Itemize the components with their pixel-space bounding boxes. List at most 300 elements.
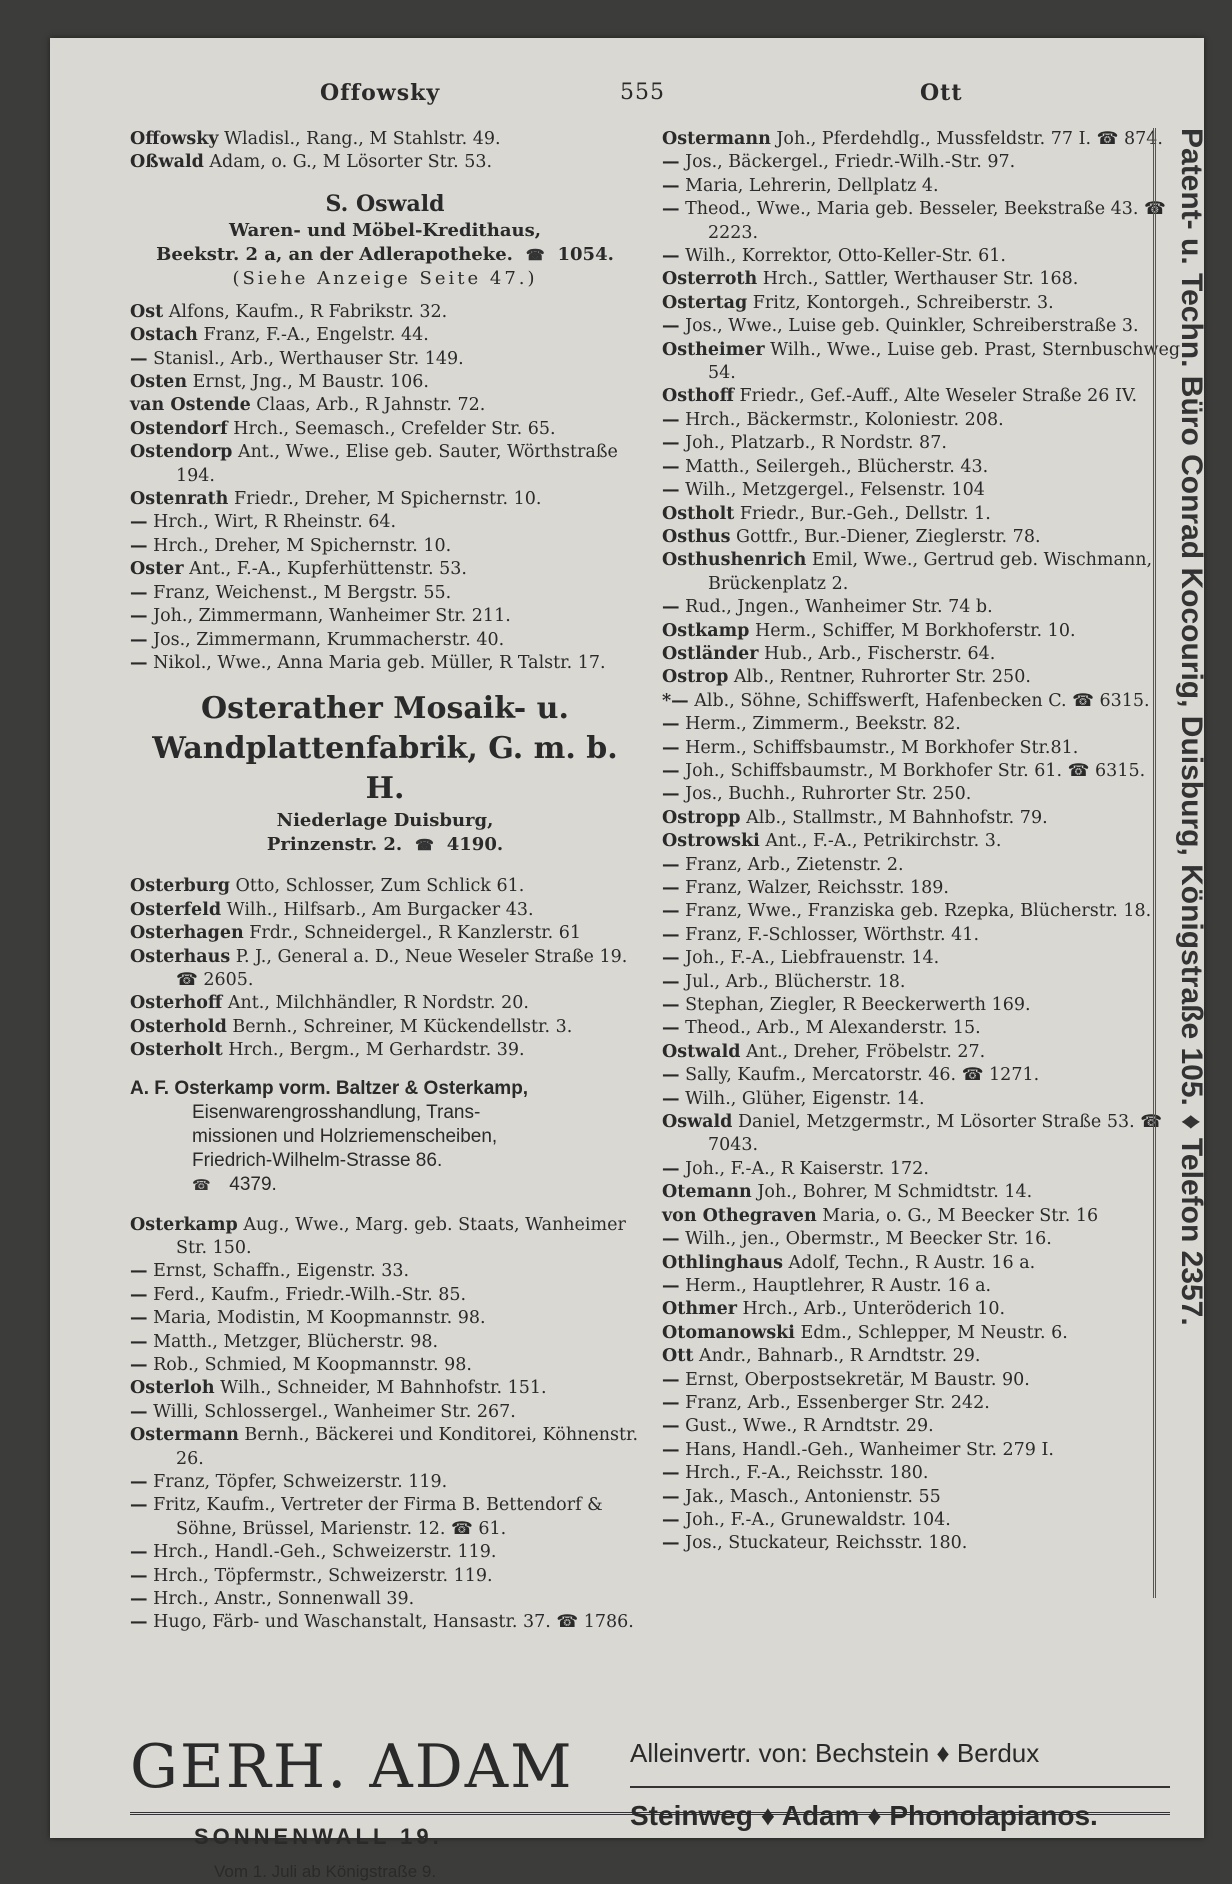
directory-entry (662, 1462, 1192, 1485)
entry-details: Claas, Arb., R Jahnstr. 72. (250, 395, 486, 416)
entry-name: — (662, 854, 680, 875)
directory-entry (130, 1284, 640, 1307)
header-right: Ott (920, 80, 963, 106)
advert-line: missionen und Holzriemenscheiben, (192, 1125, 498, 1147)
entry-name: — (662, 971, 680, 992)
entry-details: Hub., Arb., Fischerstr. 64. (758, 643, 996, 664)
entry-details: Maria, Modistin, M Koopmannstr. 98. (147, 1308, 486, 1329)
directory-entry (662, 1017, 1192, 1040)
entry-details: Jos., Buchh., Ruhrorter Str. 250. (679, 784, 972, 805)
advert-address (130, 243, 640, 267)
directory-entry (130, 1354, 640, 1377)
entry-details: Maria, o. G., M Beecker Str. 16 (816, 1205, 1099, 1226)
directory-entry (130, 301, 640, 324)
entry-name: — (662, 924, 680, 945)
footer-divider (630, 1786, 1170, 1788)
directory-entry (662, 1322, 1192, 1345)
side-advert-strip (1153, 128, 1208, 1598)
footer-note: Vom 1. Juli ab Königstraße 9. (214, 1862, 437, 1881)
entry-name: — (662, 1158, 680, 1179)
entry-name: Ostheimer (662, 339, 765, 360)
entry-list (130, 128, 640, 175)
entry-details: Sally, Kaufm., Mercatorstr. 46. ☎ 1271. (679, 1065, 1040, 1086)
entry-name: — (662, 597, 680, 618)
entry-name: — (130, 1355, 148, 1375)
directory-entry (662, 854, 1192, 877)
directory-entry (130, 511, 640, 534)
entry-details: Ant., F.-A., Petrikirchstr. 3. (759, 831, 1002, 852)
directory-entry (662, 1088, 1192, 1111)
entry-details: Franz, Weichenst., M Bergstr. 55. (147, 582, 452, 603)
entry-name: — (130, 1401, 148, 1422)
entry-name: — (662, 1065, 680, 1086)
entry-details: Bernh., Bäckerei und Konditorei, Köhnenstr. 26. (176, 1425, 639, 1469)
entry-name: Osterburg (130, 876, 230, 897)
entry-name: Ostropp (662, 807, 741, 828)
entry-details: Hrch., Handl.-Geh., Schweizerstr. 119. (147, 1542, 497, 1563)
entry-details: Adam, o. G., M Lösorter Str. 53. (203, 152, 493, 173)
entry-details: Herm., Zimmerm., Beekstr. 82. (679, 714, 961, 735)
directory-entry (130, 922, 640, 945)
oswald-advert (130, 189, 640, 291)
directory-entry (130, 1611, 640, 1634)
entry-name: — (130, 1589, 148, 1610)
directory-entry (662, 830, 1192, 853)
entry-details: Aug., Wwe., Marg. geb. Staats, Wanheimer Str. 150. (176, 1214, 626, 1258)
entry-name: Osthoff (662, 386, 734, 407)
entry-name: Ostenrath (130, 489, 229, 510)
entry-list (662, 128, 1192, 1556)
entry-details: Ernst, Schaffn., Eigenstr. 33. (147, 1261, 410, 1282)
entry-details: Nikol., Wwe., Anna Maria geb. Müller, R Talstr. 17. (147, 652, 606, 673)
entry-name: Ostach (130, 325, 198, 346)
directory-entry (130, 1260, 640, 1283)
entry-name: Ostwald (662, 1041, 741, 1062)
page-number: 555 (620, 80, 665, 105)
entry-details: Wilh., jen., Obermstr., M Beecker Str. 16. (679, 1229, 1052, 1250)
entry-details: Joh., F.-A., R Kaiserstr. 172. (679, 1158, 929, 1179)
osterather-advert (130, 689, 640, 857)
entry-details: Matth., Metzger, Blücherstr. 98. (147, 1331, 439, 1352)
entry-details: Rud., Jngen., Wanheimer Str. 74 b. (679, 597, 993, 618)
entry-name: Osten (130, 372, 188, 393)
entry-details: Franz, F.-Schlosser, Wörthstr. 41. (679, 924, 980, 945)
entry-name: — (662, 316, 680, 337)
entry-details: Hans, Handl.-Geh., Wanheimer Str. 279 I. (679, 1439, 1054, 1460)
directory-entry (662, 760, 1192, 783)
directory-page (50, 38, 1208, 1881)
advert-address (130, 833, 640, 857)
entry-name: — (662, 1369, 680, 1390)
directory-entry (130, 992, 640, 1015)
entry-name: — (130, 652, 148, 673)
entry-name: Osterloh (130, 1378, 215, 1399)
entry-details: Wilh., Glüher, Eigenstr. 14. (679, 1088, 925, 1109)
directory-entry (662, 620, 1192, 643)
entry-details: Friedr., Bur.-Geh., Dellstr. 1. (734, 503, 991, 524)
entry-details: Ernst, Jng., M Baustr. 106. (187, 372, 429, 393)
directory-entry (662, 1181, 1192, 1204)
right-column (662, 128, 1192, 1556)
entry-name: — (662, 901, 680, 922)
directory-entry (130, 558, 640, 581)
entry-name: — (130, 535, 148, 556)
entry-name: van Ostende (130, 395, 251, 416)
entry-details: Theod., Arb., M Alexanderstr. 15. (679, 1018, 981, 1039)
directory-entry (662, 1439, 1192, 1462)
entry-name: Othmer (662, 1299, 737, 1320)
entry-details: Daniel, Metzgermstr., M Lösorter Straße 53. ☎ 7043. (708, 1112, 1163, 1156)
entry-details: Otto, Schlosser, Zum Schlick 61. (229, 876, 525, 897)
advert-title: A. F. Osterkamp vorm. Baltzer & Osterkamp, (130, 1077, 529, 1099)
entry-name: Ostendorp (130, 442, 233, 463)
entry-name: Osterholt (130, 1040, 223, 1061)
entry-name: — (130, 1284, 148, 1305)
directory-entry (130, 899, 640, 922)
directory-entry (662, 198, 1192, 245)
directory-entry (130, 1494, 640, 1541)
directory-entry (662, 900, 1192, 923)
entry-details: Hrch., Arb., Unteröderich 10. (736, 1299, 1006, 1320)
entry-details: Fritz, Kaufm., Vertreter der Firma B. Bettendorf & Söhne, Brüssel, Marienstr. 12. ☎ 61. (147, 1495, 603, 1539)
entry-name: Ostkamp (662, 620, 750, 641)
directory-entry (130, 1541, 640, 1564)
advert-line: Eisenwarengrosshandlung, Trans- (192, 1101, 481, 1123)
telephone-icon: ☎ (415, 836, 434, 855)
osterkamp-advert (130, 1077, 640, 1198)
entry-details: Maria, Lehrerin, Dellplatz 4. (679, 175, 939, 196)
entry-name: — (662, 1018, 680, 1039)
entry-name: — (130, 1542, 148, 1563)
entry-name: — (130, 1472, 148, 1493)
advert-address-text: Prinzenstr. 2. (266, 834, 403, 856)
entry-details: Hrch., Dreher, M Spichernstr. 10. (147, 535, 452, 556)
directory-entry (662, 877, 1192, 900)
directory-entry (662, 971, 1192, 994)
entry-name: — (662, 737, 680, 758)
directory-entry (662, 1252, 1192, 1275)
entry-name: — (662, 1416, 680, 1437)
directory-entry (130, 1331, 640, 1354)
entry-details: Hrch., F.-A., Reichsstr. 180. (679, 1463, 929, 1484)
entry-details: Herm., Hauptlehrer, R Austr. 16 a. (679, 1275, 992, 1296)
entry-name: — (130, 629, 148, 650)
entry-details: Stephan, Ziegler, R Beeckerwerth 169. (679, 995, 1031, 1016)
entry-details: Friedr., Gef.-Auff., Alte Weseler Straße 26 IV. (733, 386, 1138, 407)
entry-details: Ferd., Kaufm., Friedr.-Wilh.-Str. 85. (147, 1284, 467, 1305)
entry-details: Jos., Bäckergel., Friedr.-Wilh.-Str. 97. (679, 152, 1016, 173)
entry-name: — (130, 1261, 148, 1282)
entry-name: Otomanowski (662, 1322, 795, 1343)
entry-name: — (130, 512, 148, 533)
directory-entry (662, 737, 1192, 760)
entry-details: Fritz, Kontorgeh., Schreiberstr. 3. (747, 292, 1054, 313)
directory-entry (662, 666, 1192, 689)
directory-entry (662, 151, 1192, 174)
directory-entry (130, 394, 640, 417)
entry-details: Frdr., Schneidergel., R Kanzlerstr. 61 (243, 923, 582, 944)
advert-line: Friedrich-Wilhelm-Strasse 86. (192, 1149, 443, 1171)
entry-details: Franz, Töpfer, Schweizerstr. 119. (147, 1472, 448, 1493)
entry-name: — (662, 1088, 680, 1109)
entry-name: — (662, 1392, 680, 1413)
entry-details: Franz, Arb., Zietenstr. 2. (679, 854, 904, 875)
entry-name: Osterhaus (130, 946, 231, 967)
entry-details: Joh., Schiffsbaumstr., M Borkhofer Str. 61. ☎ 6315. (679, 760, 1146, 781)
entry-details: Hugo, Färb- und Waschanstalt, Hansastr. 37. ☎ 1786. (147, 1612, 634, 1633)
entry-details: Joh., F.-A., Liebfrauenstr. 14. (679, 948, 940, 969)
entry-name: Ostendorf (130, 418, 228, 439)
entry-details: Wilh., Schneider, M Bahnhofstr. 151. (214, 1378, 547, 1399)
directory-entry (662, 1532, 1192, 1555)
directory-entry (662, 549, 1192, 596)
directory-entry (662, 503, 1192, 526)
entry-details: Alb., Rentner, Ruhrorter Str. 250. (728, 667, 1031, 688)
directory-entry (130, 1588, 640, 1611)
directory-entry (130, 1565, 640, 1588)
directory-entry (662, 924, 1192, 947)
entry-details: Joh., Platzarb., R Nordstr. 87. (679, 433, 947, 454)
entry-details: Hrch., Sattler, Werthauser Str. 168. (757, 269, 1079, 290)
entry-name: — (662, 1509, 680, 1530)
directory-entry (130, 1039, 640, 1062)
entry-details: Wladisl., Rang., M Stahlstr. 49. (218, 129, 501, 149)
directory-entry (662, 526, 1192, 549)
entry-details: Franz, Walzer, Reichsstr. 189. (679, 878, 949, 898)
entry-details: Jos., Stuckateur, Reichsstr. 180. (679, 1533, 968, 1554)
directory-entry (662, 1228, 1192, 1251)
directory-entry (662, 1041, 1192, 1064)
directory-entry (662, 1275, 1192, 1298)
entry-details: Matth., Seilergeh., Blücherstr. 43. (679, 456, 989, 477)
entry-details: Stanisl., Arb., Werthauser Str. 149. (147, 348, 464, 369)
directory-entry (662, 713, 1192, 736)
entry-details: Wilh., Wwe., Luise geb. Prast, Sternbuschweg 54. (708, 339, 1181, 384)
entry-details: Joh., Zimmermann, Wanheimer Str. 211. (147, 606, 511, 627)
entry-details: Gottfr., Bur.-Diener, Zieglerstr. 78. (730, 526, 1041, 547)
directory-entry (662, 1369, 1192, 1392)
directory-entry (662, 175, 1192, 198)
entry-name: Otemann (662, 1182, 752, 1203)
directory-entry (130, 488, 640, 511)
entry-name: — (662, 714, 680, 735)
entry-name: — (130, 1612, 148, 1633)
entry-details: Edm., Schlepper, M Neustr. 6. (794, 1322, 1068, 1343)
directory-entry (662, 807, 1192, 830)
entry-name: — (662, 1463, 680, 1484)
directory-entry (130, 151, 640, 174)
entry-details: Gust., Wwe., R Arndtstr. 29. (679, 1416, 934, 1437)
entry-name: Osterhagen (130, 923, 244, 944)
entry-details: Friedr., Dreher, M Spichernstr. 10. (228, 489, 542, 510)
entry-name: — (662, 1275, 680, 1296)
entry-details: Ernst, Oberpostsekretär, M Baustr. 90. (679, 1369, 1030, 1390)
entry-details: Hrch., Seemasch., Crefelder Str. 65. (227, 418, 556, 439)
directory-entry (130, 371, 640, 394)
entry-name: Ostholt (662, 503, 735, 524)
entry-details: Wilh., Korrektor, Otto-Keller-Str. 61. (679, 246, 1006, 267)
directory-entry (662, 245, 1192, 268)
advert-phone: 1054. (557, 243, 614, 265)
directory-entry (662, 690, 1192, 713)
footer-firm-name: GERH. ADAM (130, 1732, 574, 1802)
entry-name: — (662, 456, 680, 477)
directory-entry (130, 1214, 640, 1261)
advert-phone: 4379. (229, 1173, 277, 1195)
entry-name: Ostermann (130, 1425, 239, 1446)
entry-details: Andr., Bahnarb., R Arndtstr. 29. (693, 1346, 981, 1367)
entry-details: Wilh., Metzgergel., Felsenstr. 104 (679, 480, 985, 501)
entry-name: — (130, 348, 148, 369)
entry-details: P. J., General a. D., Neue Weseler Straße 19. ☎ 2605. (176, 946, 628, 990)
directory-entry (662, 643, 1192, 666)
telephone-icon: ☎ (525, 245, 545, 264)
directory-entry (662, 128, 1192, 151)
entry-name: — (130, 582, 148, 603)
entry-name: — (662, 1229, 680, 1250)
entry-name: von Othegraven (662, 1205, 817, 1226)
entry-name: Oßwald (130, 152, 204, 173)
entry-name: — (662, 246, 680, 267)
entry-details: Jos., Zimmermann, Krummacherstr. 40. (147, 629, 505, 650)
advert-title: Osterather Mosaik- u. Wandplattenfabrik, G. m. b. H. (152, 691, 618, 807)
directory-entry (662, 456, 1192, 479)
directory-entry (130, 348, 640, 371)
directory-entry (662, 385, 1192, 408)
entry-details: Willi, Schlossergel., Wanheimer Str. 267. (147, 1401, 516, 1422)
directory-entry (662, 1205, 1192, 1228)
entry-details: Herm., Schiffsbaumstr., M Borkhofer Str.81. (679, 737, 1079, 758)
footer-advert (130, 1732, 1170, 1881)
entry-name: Osterhold (130, 1016, 227, 1037)
directory-entry (130, 128, 640, 151)
entry-name: Ostländer (662, 643, 759, 664)
directory-entry (130, 441, 640, 488)
entry-name: — (662, 760, 680, 781)
directory-entry (662, 292, 1192, 315)
entry-details: Ant., Milchhändler, R Nordstr. 20. (222, 993, 529, 1014)
entry-list (130, 875, 640, 1062)
advert-reference: (Siehe Anzeige Seite 47.) (232, 267, 538, 289)
entry-name: Ott (662, 1346, 694, 1367)
left-column (130, 128, 640, 1635)
directory-entry (662, 339, 1192, 386)
directory-entry (662, 783, 1192, 806)
entry-name: Osterkamp (130, 1214, 238, 1235)
directory-entry (130, 418, 640, 441)
entry-name: Osterfeld (130, 899, 222, 920)
entry-details: Ant., Wwe., Elise geb. Sauter, Wörthstraße 194. (176, 442, 618, 486)
entry-name: — (130, 1495, 148, 1516)
directory-entry (662, 1064, 1192, 1087)
directory-entry (130, 324, 640, 347)
entry-name: — (662, 1533, 680, 1554)
directory-entry (662, 315, 1192, 338)
entry-name: — (130, 1331, 148, 1352)
entry-details: Alfons, Kaufm., R Fabrikstr. 32. (163, 301, 448, 322)
directory-entry (662, 1486, 1192, 1509)
entry-details: Ant., F.-A., Kupferhüttenstr. 53. (183, 559, 467, 580)
directory-entry (662, 1509, 1192, 1532)
entry-name: — (662, 152, 680, 173)
entry-name: — (130, 1308, 148, 1329)
directory-entry (662, 432, 1192, 455)
directory-entry (662, 994, 1192, 1017)
entry-name: Osthushenrich (662, 550, 807, 571)
advert-address-text: Beekstr. 2 a, an der Adlerapotheke. (156, 243, 513, 265)
entry-name: Oster (130, 559, 184, 580)
directory-entry (130, 1424, 640, 1471)
advert-line: Niederlage Duisburg, (276, 810, 494, 832)
entry-details: Theod., Wwe., Maria geb. Besseler, Beekstraße 43. ☎ 2223. (679, 199, 1166, 243)
entry-name: — (662, 995, 680, 1016)
entry-details: Jak., Masch., Antonienstr. 55 (679, 1486, 941, 1507)
entry-name: — (130, 1565, 148, 1586)
directory-entry (662, 596, 1192, 619)
entry-list (130, 301, 640, 676)
entry-details: Wilh., Hilfsarb., Am Burgacker 43. (221, 899, 534, 920)
directory-entry (130, 875, 640, 898)
directory-entry (662, 268, 1192, 291)
entry-name: *— (662, 690, 689, 711)
entry-name: — (662, 1439, 680, 1460)
entry-details: Hrch., Wirt, R Rheinstr. 64. (147, 512, 397, 533)
advert-line: Waren- und Möbel-Kredithaus, (229, 219, 541, 241)
entry-name: Osterhoff (130, 993, 223, 1014)
entry-name: Osterroth (662, 269, 758, 290)
entry-name: Ost (130, 301, 164, 322)
entry-details: Emil, Wwe., Gertrud geb. Wischmann, Brückenplatz 2. (708, 550, 1153, 594)
entry-details: Hrch., Töpfermstr., Schweizerstr. 119. (147, 1565, 493, 1586)
entry-name: Ostermann (662, 129, 771, 149)
entry-name: — (662, 1486, 680, 1507)
entry-list (130, 1214, 640, 1635)
entry-name: Ostertag (662, 292, 748, 313)
entry-name: — (662, 433, 680, 454)
entry-details: Herm., Schiffer, M Borkhoferstr. 10. (749, 620, 1076, 641)
entry-details: Hrch., Anstr., Sonnenwall 39. (147, 1589, 415, 1610)
entry-name: Othlinghaus (662, 1252, 783, 1273)
directory-entry (130, 605, 640, 628)
directory-entry (662, 1345, 1192, 1368)
directory-entry (662, 479, 1192, 502)
entry-name: — (662, 199, 680, 220)
entry-details: Jos., Wwe., Luise geb. Quinkler, Schreiberstraße 3. (679, 316, 1139, 337)
entry-name: — (662, 784, 680, 805)
directory-entry (130, 1016, 640, 1039)
advert-phone-line (130, 1173, 640, 1198)
header-left: Offowsky (320, 80, 441, 106)
entry-details: Franz, Wwe., Franziska geb. Rzepka, Blücherstr. 18. (679, 901, 1152, 922)
footer-brands-line: Steinweg ♦ Adam ♦ Phonolapianos. (630, 1800, 1098, 1831)
entry-details: Franz, F.-A., Engelstr. 44. (197, 325, 429, 346)
entry-details: Alb., Söhne, Schiffswerft, Hafenbecken C. ☎ 6315. (688, 690, 1150, 711)
advert-name: S. Oswald (325, 190, 445, 217)
advert-phone: 4190. (446, 834, 504, 856)
entry-name: Ostrop (662, 667, 729, 688)
entry-name: — (662, 480, 680, 501)
entry-details: Joh., Bohrer, M Schmidtstr. 14. (751, 1182, 1033, 1203)
footer-address: SONNENWALL 19. (194, 1824, 443, 1849)
entry-details: Joh., F.-A., Grunewaldstr. 104. (679, 1509, 951, 1530)
side-advert-text: Patent- u. Techn. Büro Conrad Kocourig, Duisburg, Königstraße 105. ♦ Telefon 2357. (1175, 128, 1208, 1326)
directory-entry (130, 582, 640, 605)
entry-name: Oswald (662, 1112, 733, 1133)
entry-details: Rob., Schmied, M Koopmannstr. 98. (147, 1355, 472, 1375)
directory-entry (130, 1377, 640, 1400)
entry-name: — (662, 175, 680, 196)
running-head (50, 80, 1204, 120)
